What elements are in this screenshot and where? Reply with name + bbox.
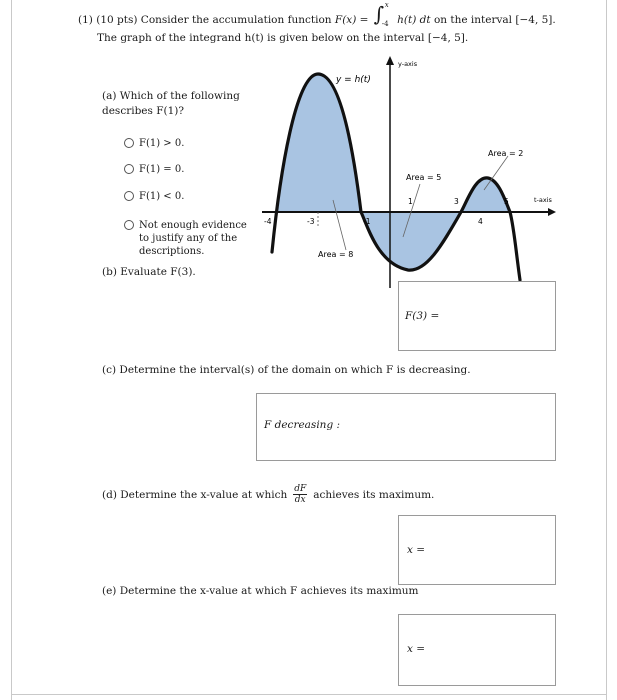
dfdx-max-answer-box[interactable]: [398, 515, 556, 585]
frame-border-bottom: [11, 694, 607, 695]
option-f1-positive[interactable]: [124, 137, 184, 150]
problem-description: The graph of the integrand h(t) is given below on the interval [−4, 5].: [97, 32, 469, 44]
part-d-prompt: [102, 484, 434, 505]
tick-label-5: 5: [504, 197, 509, 206]
fraction-denominator: dx: [294, 495, 306, 505]
area-label-left: Area = 8: [318, 250, 354, 259]
decreasing-answer-label: F decreasing :: [264, 419, 341, 431]
curve-label: y = h(t): [336, 75, 371, 85]
f-max-answer-box[interactable]: [398, 614, 556, 686]
f3-answer-label: F(3) =: [405, 310, 440, 322]
part-c-prompt: (c) Determine the interval(s) of the domain on which F is decreasing.: [102, 364, 471, 376]
integral-lower-limit: -4: [381, 20, 389, 28]
radio-button[interactable]: [124, 138, 134, 148]
option-label: F(1) < 0.: [139, 191, 185, 202]
t-axis-label: t-axis: [534, 196, 552, 204]
y-axis-label: y-axis: [398, 60, 418, 68]
problem-intro: Consider the accumulation function: [140, 14, 332, 26]
dfdx-answer-label: x =: [407, 544, 426, 556]
tick-label-neg4: -4: [264, 217, 272, 226]
area-label-right: Area = 2: [488, 149, 524, 158]
tick-label-neg1: -1: [363, 217, 371, 226]
integral-upper-limit: x: [384, 1, 389, 9]
tick-label-neg3: -3: [307, 217, 315, 226]
radio-button[interactable]: [124, 191, 134, 201]
area-label-middle: Area = 5: [406, 173, 442, 182]
problem-points: (10 pts): [96, 14, 138, 26]
option-label: Not enough evidence to justify any of the descriptions.: [139, 220, 247, 257]
option-label: F(1) > 0.: [139, 138, 185, 149]
frame-border-right: [606, 0, 607, 700]
problem-number: (1): [78, 14, 93, 26]
tick-label-4: 4: [478, 217, 483, 226]
option-label: F(1) = 0.: [139, 164, 185, 175]
decreasing-interval-answer-box[interactable]: [256, 393, 556, 461]
part-a-prompt: (a) Which of the following describes F(1)?: [102, 90, 240, 117]
option-f1-zero[interactable]: [124, 163, 184, 176]
function-lhs: F(x) =: [334, 14, 369, 26]
integrand-graph: [258, 52, 558, 292]
tick-label-3: 3: [454, 197, 459, 206]
option-not-enough-evidence[interactable]: [124, 219, 251, 258]
integral-sign: ∫ x -4: [373, 1, 389, 28]
radio-button[interactable]: [124, 220, 134, 230]
part-d-prompt-before: (d) Determine the x-value at which: [102, 488, 288, 501]
problem-header: [78, 1, 556, 28]
part-e-prompt: (e) Determine the x-value at which F achieves its maximum: [102, 585, 419, 597]
radio-button[interactable]: [124, 164, 134, 174]
f3-answer-box[interactable]: [398, 281, 556, 351]
derivative-fraction: [293, 484, 307, 505]
integrand: h(t) dt: [397, 14, 431, 26]
fraction-numerator: dF: [294, 484, 307, 494]
part-d-prompt-after: achieves its maximum.: [313, 488, 435, 501]
tick-label-1: 1: [408, 197, 413, 206]
frame-border-left: [11, 0, 12, 700]
option-f1-negative[interactable]: [124, 190, 184, 203]
part-b-prompt: (b) Evaluate F(3).: [102, 266, 196, 278]
f-max-answer-label: x =: [407, 643, 426, 655]
interval-text: on the interval [−4, 5].: [433, 14, 556, 26]
